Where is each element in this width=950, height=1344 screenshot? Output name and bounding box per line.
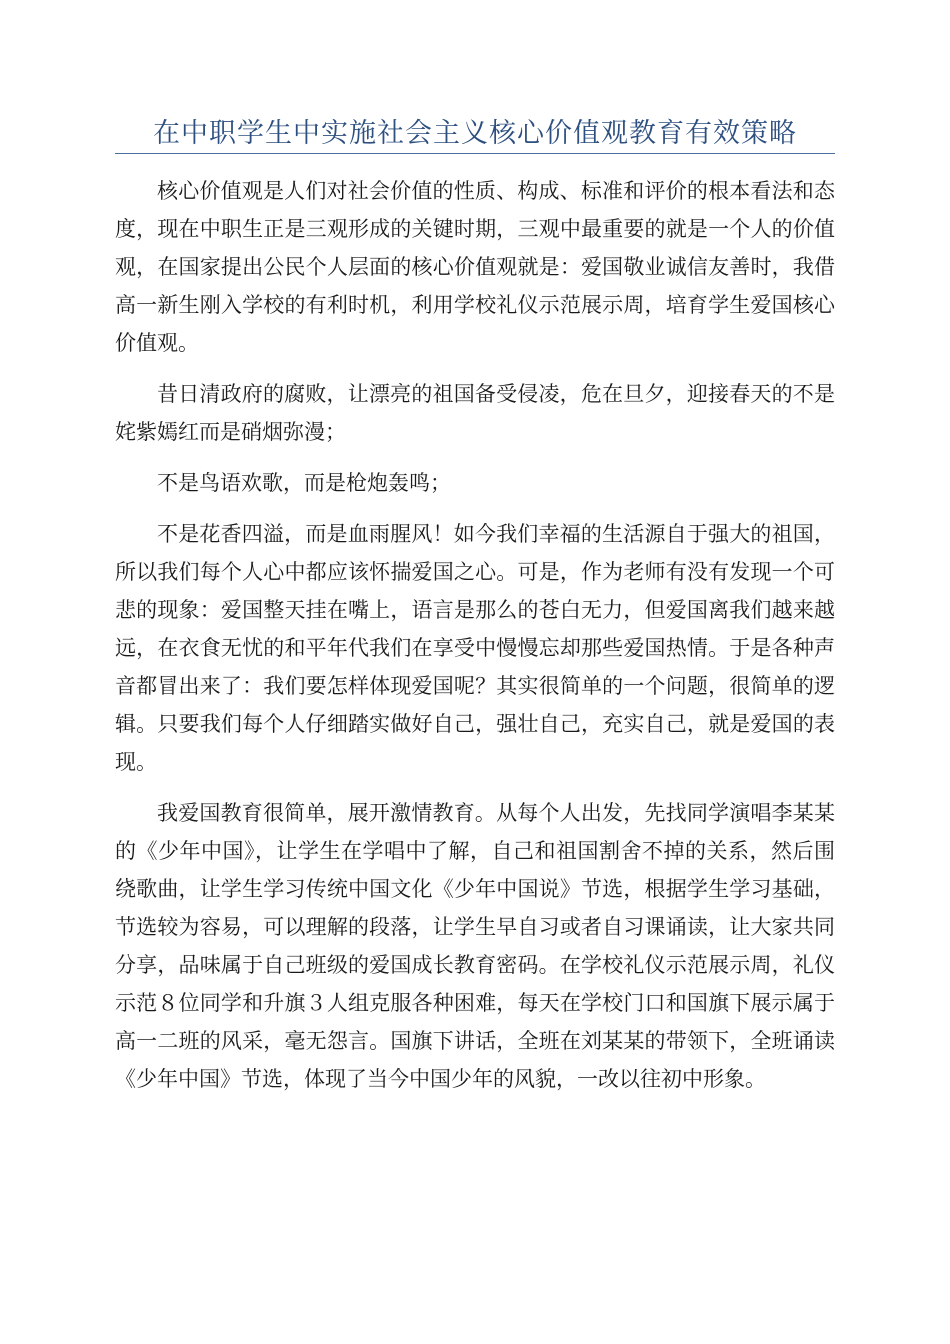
body-paragraph: 我爱国教育很简单，展开激情教育。从每个人出发，先找同学演唱李某某的《少年中国》，让学生在学唱中了解，自己和祖国割舍不掉的关系，然后围绕歌曲，让学生学习传统中国文化《少年中国说》节选，根据学生学习基础，节选较为容易，可以理解的段落，让学生早自习或者自习课诵读，让大家共同分享，品味属于自己班级的爱国成长教育密码。在学校礼仪示范展示周，礼仪示范８位同学和升旗３人组克服各种困难，每天在学校门口和国旗下展示属于高一二班的风采，毫无怨言。国旗下讲话，全班在刘某某的带领下，全班诵读《少年中国》节选，体现了当今中国少年的风貌，一改以往初中形象。	[115, 801, 835, 1091]
document-title: 在中职学生中实施社会主义核心价值观教育有效策略	[153, 118, 797, 149]
document-body	[115, 172, 835, 1111]
body-paragraph: 核心价值观是人们对社会价值的性质、构成、标准和评价的根本看法和态度，现在中职生正是三观形成的关键时期，三观中最重要的就是一个人的价值观，在国家提出公民个人层面的核心价值观就是：爱国敬业诚信友善时，我借高一新生刚入学校的有利时机，利用学校礼仪示范展示周，培育学生爱国核心价值观。	[115, 179, 835, 355]
title-underline	[115, 153, 835, 154]
body-paragraph: 不是鸟语欢歌，而是枪炮轰鸣；	[157, 471, 451, 495]
body-paragraph: 不是花香四溢，而是血雨腥风！如今我们幸福的生活源自于强大的祖国，所以我们每个人心中都应该怀揣爱国之心。可是，作为老师有没有发现一个可悲的现象：爱国整天挂在嘴上，语言是那么的苍白无力，但爱国离我们越来越远，在衣食无忧的和平年代我们在享受中慢慢忘却那些爱国热情。于是各种声音都冒出来了：我们要怎样体现爱国呢？其实很简单的一个问题，很简单的逻辑。只要我们每个人仔细踏实做好自己，强壮自己，充实自己，就是爱国的表现。	[115, 522, 835, 774]
body-paragraph: 昔日清政府的腐败，让漂亮的祖国备受侵凌，危在旦夕，迎接春天的不是姹紫嫣红而是硝烟弥漫；	[115, 382, 835, 444]
